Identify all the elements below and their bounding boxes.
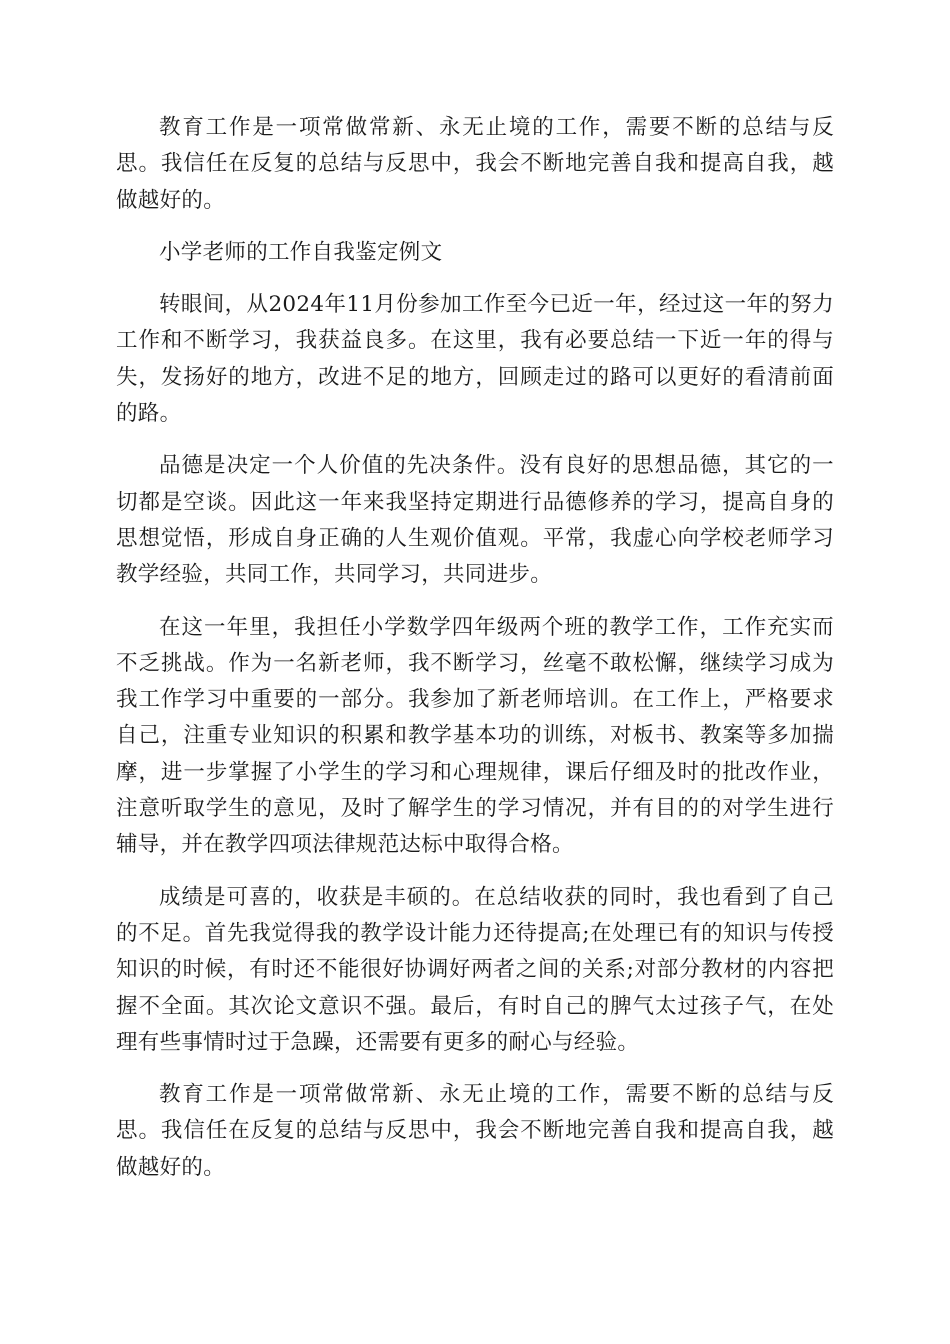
- paragraph-closing-reflection: 教育工作是一项常做常新、永无止境的工作，需要不断的总结与反思。我信任在反复的总结与反思中，我会不断地完善自我和提高自我，越做越好的。: [116, 1082, 834, 1180]
- paragraph-morality: 品德是决定一个人价值的先决条件。没有良好的思想品德，其它的一切都是空谈。因此这一年来我坚持定期进行品德修养的学习，提高自身的思想觉悟，形成自身正确的人生观价值观。平常，我虚心向学校老师学习教学经验，共同工作，共同学习，共同进步。: [116, 453, 834, 588]
- paragraph-shortcomings: 成绩是可喜的，收获是丰硕的。在总结收获的同时，我也看到了自己的不足。首先我觉得我的教学设计能力还待提高;在处理已有的知识与传授知识的时候，有时还不能很好协调好两者之间的关系;对部分教材的内容把握不全面。其次论文意识不强。最后，有时自己的脾气太过孩子气，在处理有些事情时过于急躁，还需要有更多的耐心与经验。: [116, 884, 834, 1055]
- section-heading: 小学老师的工作自我鉴定例文: [159, 239, 443, 265]
- paragraph-teaching-work: 在这一年里，我担任小学数学四年级两个班的教学工作，工作充实而不乏挑战。作为一名新老师，我不断学习，丝毫不敢松懈，继续学习成为我工作学习中重要的一部分。我参加了新老师培训。在工作上，严格要求自己，注重专业知识的积累和教学基本功的训练，对板书、教案等多加揣摩，进一步掌握了小学生的学习和心理规律，课后仔细及时的批改作业，注意听取学生的意见，及时了解学生的学习情况，并有目的的对学生进行辅导，并在教学四项法律规范达标中取得合格。: [116, 614, 834, 858]
- paragraph-intro-reflection: 教育工作是一项常做常新、永无止境的工作，需要不断的总结与反思。我信任在反复的总结与反思中，我会不断地完善自我和提高自我，越做越好的。: [116, 115, 834, 213]
- document-page: [116, 110, 834, 1202]
- paragraph-opening: 转眼间，从2024年11月份参加工作至今已近一年，经过这一年的努力工作和不断学习，我获益良多。在这里，我有必要总结一下近一年的得与失，发扬好的地方，改进不足的地方，回顾走过的路可以更好的看清前面的路。: [116, 292, 834, 427]
